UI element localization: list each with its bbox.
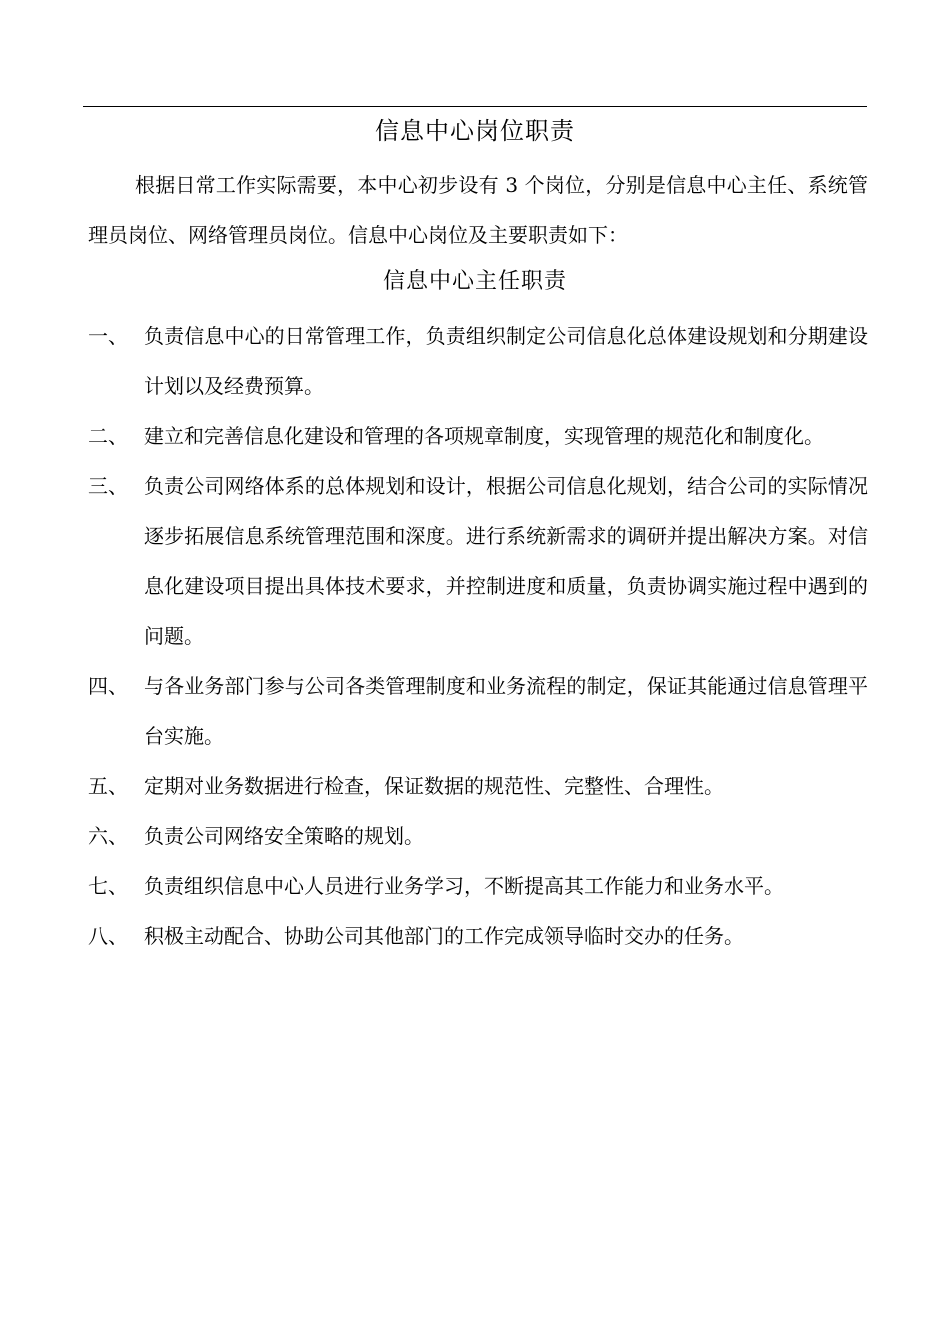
list-item-number: 七、 bbox=[88, 874, 128, 898]
list-item-text: 建立和完善信息化建设和管理的各项规章制度，实现管理的规范化和制度化。 bbox=[144, 424, 824, 448]
list-item-text: 负责公司网络安全策略的规划。 bbox=[144, 824, 424, 848]
list-item bbox=[88, 661, 868, 761]
list-item-number: 一、 bbox=[88, 324, 128, 348]
list-item-text: 与各业务部门参与公司各类管理制度和业务流程的制定，保证其能通过信息管理平台实施。 bbox=[144, 674, 868, 748]
section-title: 信息中心主任职责 bbox=[382, 269, 567, 294]
list-item bbox=[88, 411, 868, 461]
duty-list bbox=[88, 311, 868, 961]
document-title: 信息中心岗位职责 bbox=[375, 117, 575, 145]
list-item-text: 负责组织信息中心人员进行业务学习，不断提高其工作能力和业务水平。 bbox=[144, 874, 784, 898]
list-item-text: 负责信息中心的日常管理工作，负责组织制定公司信息化总体建设规划和分期建设计划以及经费预算。 bbox=[144, 324, 868, 398]
list-item-number: 八、 bbox=[88, 924, 128, 948]
list-item-number: 五、 bbox=[88, 774, 128, 798]
list-item bbox=[88, 311, 868, 411]
list-item bbox=[88, 761, 868, 811]
list-item bbox=[88, 461, 868, 661]
list-item-text: 定期对业务数据进行检查，保证数据的规范性、完整性、合理性。 bbox=[144, 774, 724, 798]
list-item bbox=[88, 811, 868, 861]
list-item-text: 负责公司网络体系的总体规划和设计，根据公司信息化规划，结合公司的实际情况逐步拓展信息系统管理范围和深度。进行系统新需求的调研并提出解决方案。对信息化建设项目提出具体技术要求，并控制进度和质量，负责协调实施过程中遇到的问题。 bbox=[144, 474, 868, 648]
list-item-text: 积极主动配合、协助公司其他部门的工作完成领导临时交办的任务。 bbox=[144, 924, 744, 948]
list-item bbox=[88, 861, 868, 911]
intro-paragraph: 根据日常工作实际需要，本中心初步设有 3 个岗位，分别是信息中心主任、系统管理员岗位、网络管理员岗位。信息中心岗位及主要职责如下： bbox=[88, 173, 868, 247]
header-rule bbox=[83, 106, 867, 107]
list-item-number: 二、 bbox=[88, 424, 128, 448]
list-item-number: 四、 bbox=[88, 674, 128, 698]
list-item-number: 三、 bbox=[88, 474, 128, 498]
list-item bbox=[88, 911, 868, 961]
list-item-number: 六、 bbox=[88, 824, 128, 848]
